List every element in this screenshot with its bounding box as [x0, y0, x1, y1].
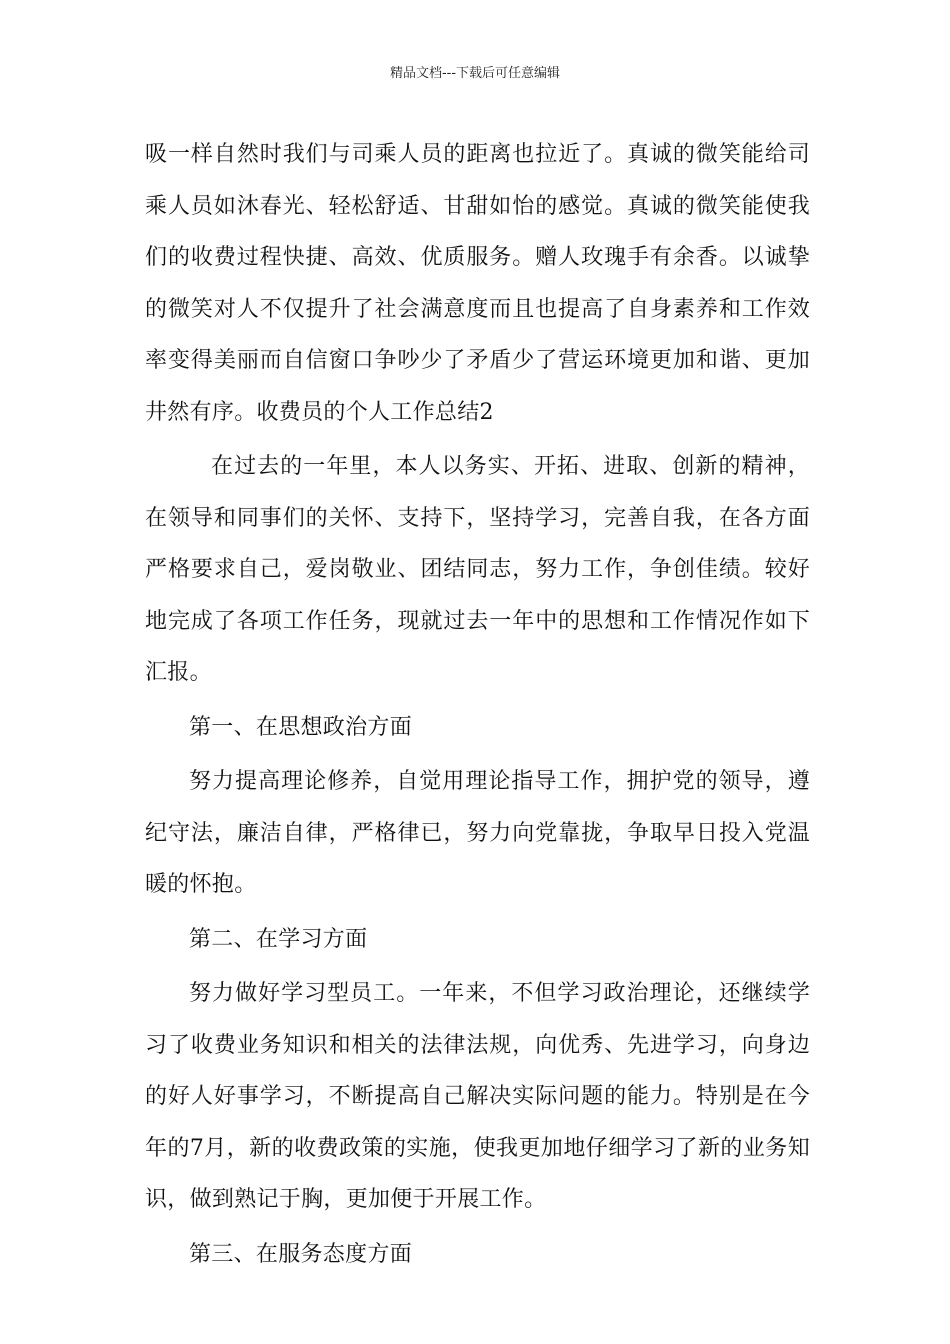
section-heading-3: 第三、在服务态度方面	[189, 1241, 413, 1267]
document-body	[145, 129, 810, 1280]
paragraph-section-1: 努力提高理论修养，自觉用理论指导工作，拥护党的领导，遵纪守法，廉洁自律，严格律已，努力向党靠拢，争取早日投入党温暖的怀抱。	[145, 769, 810, 897]
section-heading-2: 第二、在学习方面	[189, 926, 368, 952]
section-heading-1: 第一、在思想政治方面	[189, 714, 413, 740]
paragraph-intro: 在过去的一年里，本人以务实、开拓、进取、创新的精神，在领导和同事们的关怀、支持下，坚持学习，完善自我，在各方面严格要求自己，爱岗敬业、团结同志，努力工作，争创佳绩。较好地完成了各项工作任务，现就过去一年中的思想和工作情况作如下汇报。	[145, 454, 810, 685]
paragraph-continuation: 吸一样自然时我们与司乘人员的距离也拉近了。真诚的微笑能给司乘人员如沐春光、轻松舒适、甘甜如怡的感觉。真诚的微笑能使我们的收费过程快捷、高效、优质服务。赠人玫瑰手有余香。以诚挚的微笑对人不仅提升了社会满意度而且也提高了自身素养和工作效率变得美丽而自信窗口争吵少了矛盾少了营运环境更加和谐、更加井然有序。收费员的个人工作总结2	[145, 142, 810, 425]
page-header: 精品文档---下载后可任意编辑	[389, 66, 561, 81]
paragraph-section-2: 努力做好学习型员工。一年来，不但学习政治理论，还继续学习了收费业务知识和相关的法律法规，向优秀、先进学习，向身边的好人好事学习，不断提高自己解决实际问题的能力。特别是在今年的7月，新的收费政策的实施，使我更加地仔细学习了新的业务知识，做到熟记于胸，更加便于开展工作。	[145, 981, 810, 1212]
